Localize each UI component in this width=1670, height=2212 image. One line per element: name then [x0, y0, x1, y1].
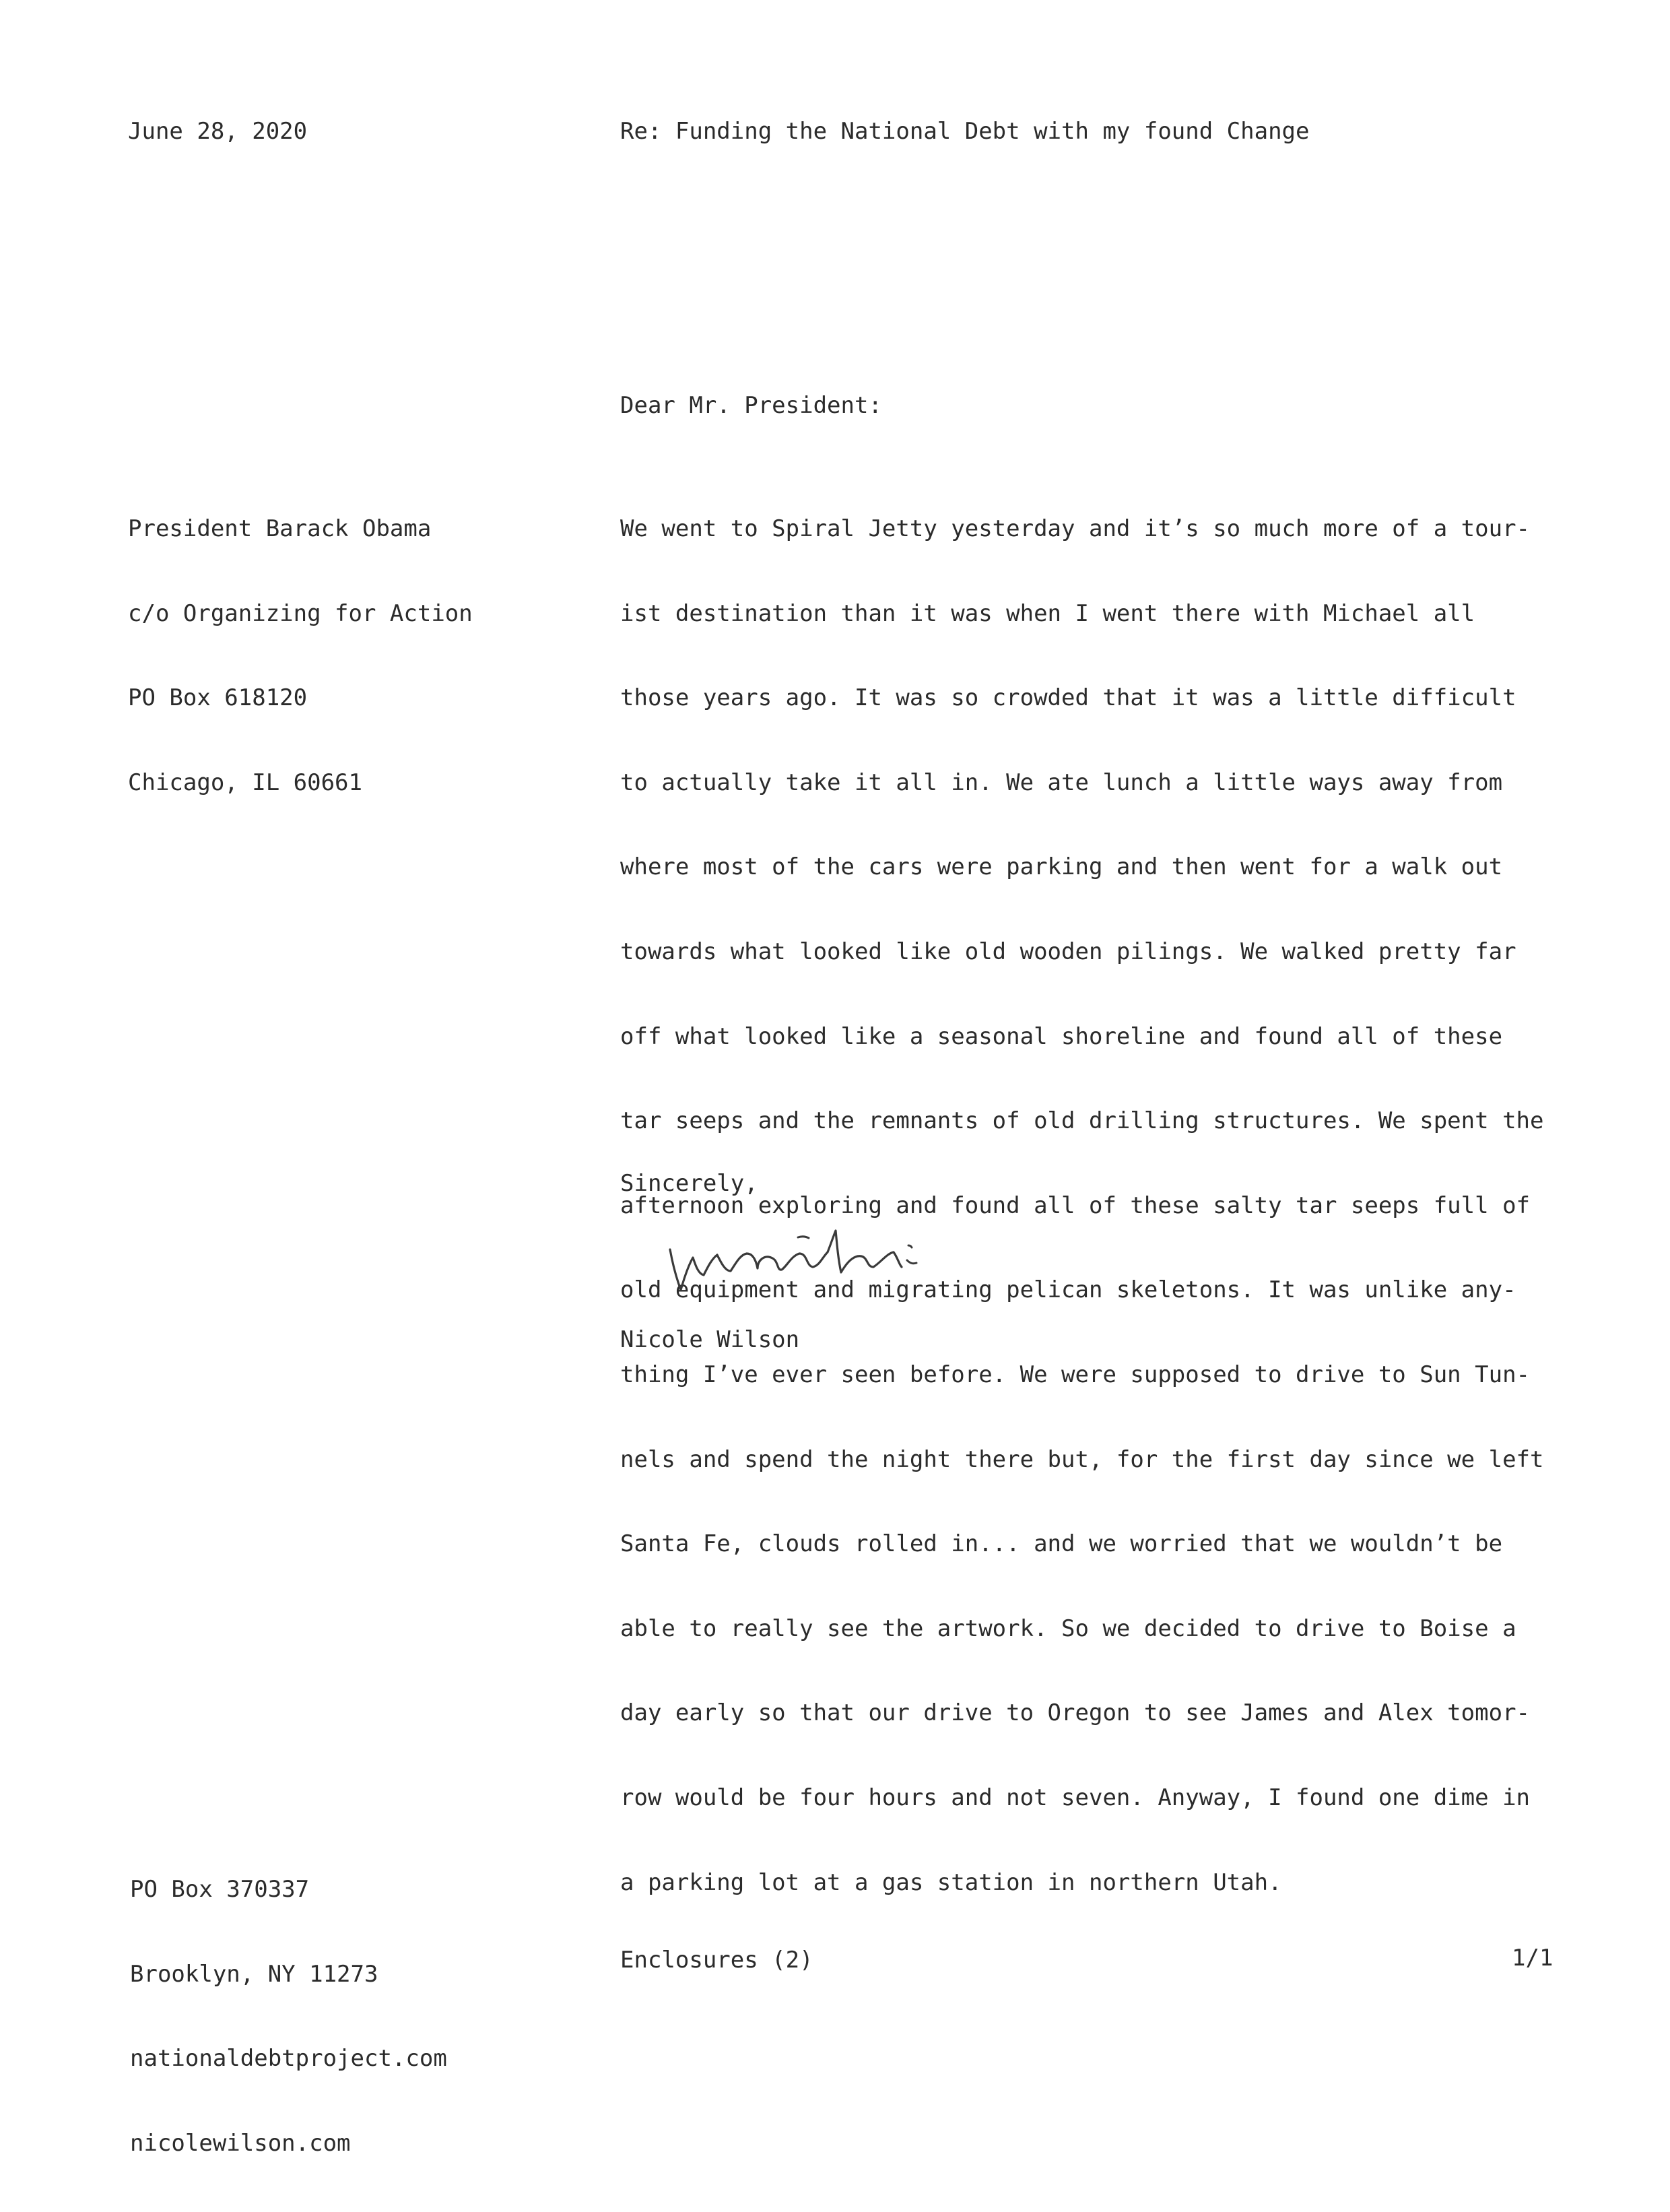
body-line: to actually take it all in. We ate lunch a little ways away from: [620, 769, 1503, 796]
body-line: day early so that our drive to Oregon to see James and Alex tomor-: [620, 1699, 1531, 1727]
body-line: Santa Fe, clouds rolled in... and we worried that we wouldn’t be: [620, 1530, 1503, 1558]
body-line: We went to Spiral Jetty yesterday and it’s so much more of a tour-: [620, 515, 1531, 542]
enclosures-note: Enclosures (2): [620, 1947, 813, 1974]
body-line: old equipment and migrating pelican skeletons. It was unlike any-: [620, 1276, 1516, 1304]
body-line: nels and spend the night there but, for the first day since we left: [620, 1445, 1544, 1473]
page-number: 1/1: [1512, 1945, 1554, 1972]
body-line: a parking lot at a gas station in northern Utah.: [620, 1868, 1282, 1896]
salutation: Dear Mr. President:: [620, 392, 882, 419]
body-line: able to really see the artwork. So we decided to drive to Boise a: [620, 1615, 1516, 1642]
signer-name: Nicole Wilson: [620, 1326, 800, 1353]
body-line: tar seeps and the remnants of old drilling structures. We spent the: [620, 1107, 1544, 1135]
sender-address-line: PO Box 370337: [130, 1876, 310, 1903]
closing: Sincerely,: [620, 1170, 758, 1197]
letter-body: [620, 471, 1543, 1932]
sender-website: nicolewilson.com: [130, 2129, 351, 2157]
recipient-address-line: Chicago, IL 60661: [128, 769, 362, 796]
body-line: ist destination than it was when I went there with Michael all: [620, 599, 1475, 627]
recipient-address: [128, 471, 473, 833]
body-line: where most of the cars were parking and then went for a walk out: [620, 853, 1503, 881]
body-line: row would be four hours and not seven. Anyway, I found one dime in: [620, 1784, 1531, 1811]
body-line: off what looked like a seasonal shoreline and found all of these: [620, 1022, 1503, 1050]
body-line: towards what looked like old wooden pilings. We walked pretty far: [620, 938, 1516, 965]
letter-subject: Re: Funding the National Debt with my found Change: [620, 118, 1310, 145]
sender-website: nationaldebtproject.com: [130, 2045, 447, 2072]
letter-date: June 28, 2020: [128, 118, 308, 145]
recipient-address-line: c/o Organizing for Action: [128, 599, 473, 627]
body-line: afternoon exploring and found all of these salty tar seeps full of: [620, 1192, 1531, 1219]
handwritten-signature: [663, 1223, 973, 1303]
sender-address-line: Brooklyn, NY 11273: [130, 1960, 378, 1988]
recipient-address-line: PO Box 618120: [128, 684, 308, 711]
body-line: thing I’ve ever seen before. We were supposed to drive to Sun Tun-: [620, 1361, 1531, 1388]
recipient-address-line: President Barack Obama: [128, 515, 432, 542]
sender-address: [130, 1832, 447, 2193]
body-line: those years ago. It was so crowded that it was a little difficult: [620, 684, 1516, 712]
